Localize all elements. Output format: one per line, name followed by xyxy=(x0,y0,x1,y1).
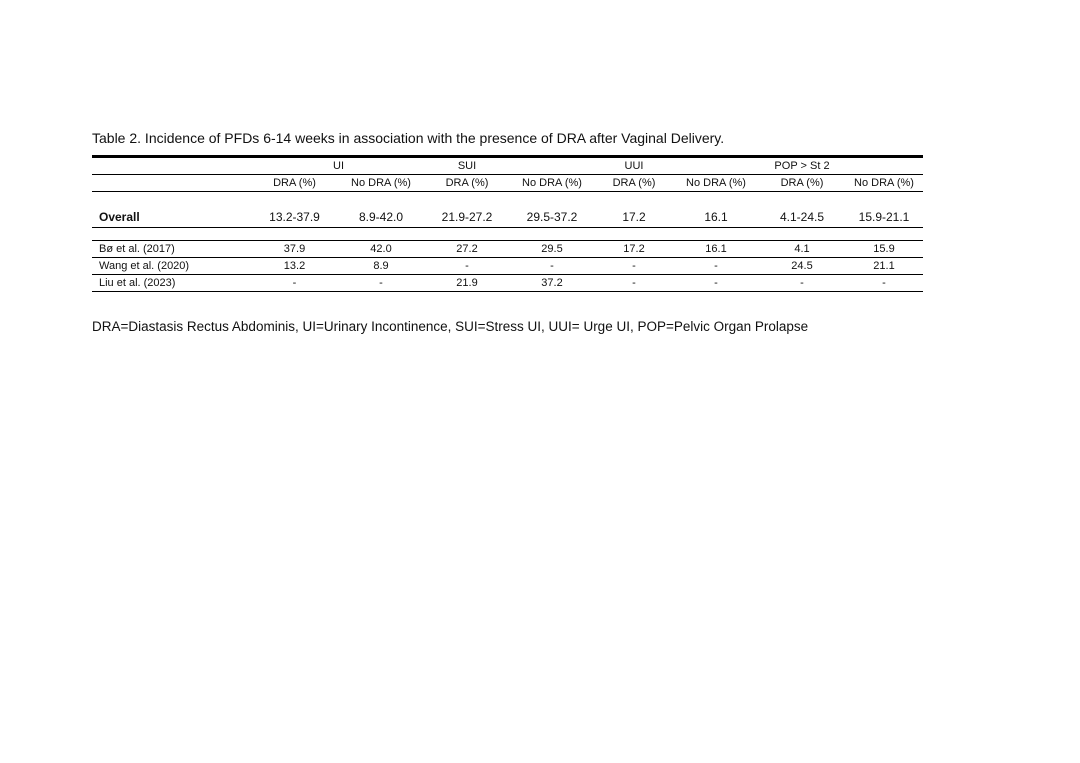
table-cell: 17.2 xyxy=(622,209,646,224)
table-cell: - xyxy=(379,277,383,289)
table-cell: 21.9 xyxy=(456,277,478,289)
table-cell: 37.2 xyxy=(541,277,563,289)
table-cell: - xyxy=(632,260,636,272)
group-header-row xyxy=(92,158,923,174)
row-label: Overall xyxy=(99,209,140,224)
row-label: Bø et al. (2017) xyxy=(99,243,175,255)
table-cell: 8.9 xyxy=(373,260,389,272)
table-cell: - xyxy=(714,260,718,272)
table-cell: 37.9 xyxy=(283,243,306,255)
group-header-uui: UUI xyxy=(624,160,644,172)
table-cell: 17.2 xyxy=(623,243,645,255)
group-header-pop: POP > St 2 xyxy=(774,160,830,172)
subheader-cell: DRA (%) xyxy=(780,177,824,189)
subheader-cell: No DRA (%) xyxy=(854,177,914,189)
table-cell: - xyxy=(882,277,886,289)
subheader-cell: DRA (%) xyxy=(273,177,316,189)
table-cell: 21.1 xyxy=(873,260,895,272)
group-header-sui: SUI xyxy=(457,160,477,172)
overall-row xyxy=(92,206,923,227)
table-row xyxy=(92,241,923,257)
subheader-cell: No DRA (%) xyxy=(522,177,582,189)
table-cell: 13.2-37.9 xyxy=(269,209,320,224)
table-cell: - xyxy=(632,277,636,289)
table-cell: - xyxy=(292,277,297,289)
subheader-cell: No DRA (%) xyxy=(686,177,746,189)
table-cell: 42.0 xyxy=(370,243,392,255)
table-cell: 8.9-42.0 xyxy=(358,209,404,224)
subheader-cell: No DRA (%) xyxy=(351,177,411,189)
table-row xyxy=(92,275,923,291)
table-caption: Table 2. Incidence of PFDs 6-14 weeks in association with the presence of DRA after Vaginal Delivery. xyxy=(92,130,725,146)
table-cell: 29.5 xyxy=(541,243,563,255)
incidence-table xyxy=(92,155,923,292)
table-cell: 24.5 xyxy=(791,260,813,272)
table-footnote: DRA=Diastasis Rectus Abdominis, UI=Urinary Incontinence, SUI=Stress UI, UUI= Urge UI, POP=Pelvic Organ Prolapse xyxy=(92,319,809,334)
row-gap xyxy=(92,228,923,240)
row-label: Wang et al. (2020) xyxy=(99,260,190,272)
table-cell: 16.1 xyxy=(705,243,727,255)
table-cell: 4.1-24.5 xyxy=(779,209,825,224)
table-cell: 29.5-37.2 xyxy=(526,209,578,224)
table-cell: 16.1 xyxy=(704,209,728,224)
subheader-cell: DRA (%) xyxy=(612,177,656,189)
table-cell: 27.2 xyxy=(456,243,478,255)
row-label: Liu et al. (2023) xyxy=(99,277,176,289)
table-cell: 4.1 xyxy=(794,243,810,255)
group-header-ui: UI xyxy=(333,160,344,172)
row-gap xyxy=(92,192,923,206)
table-cell: 15.9-21.1 xyxy=(858,209,910,224)
table-cell: 21.9-27.2 xyxy=(441,209,493,224)
table-row xyxy=(92,258,923,274)
table-cell: - xyxy=(465,260,469,272)
table-cell: 15.9 xyxy=(873,243,895,255)
subheader-cell: DRA (%) xyxy=(445,177,489,189)
table-cell: - xyxy=(550,260,554,272)
table-bottom-rule xyxy=(92,291,923,292)
table-cell: - xyxy=(800,277,804,289)
subheader-row xyxy=(92,175,923,191)
table-cell: - xyxy=(714,277,718,289)
table-cell: 13.2 xyxy=(283,260,306,272)
